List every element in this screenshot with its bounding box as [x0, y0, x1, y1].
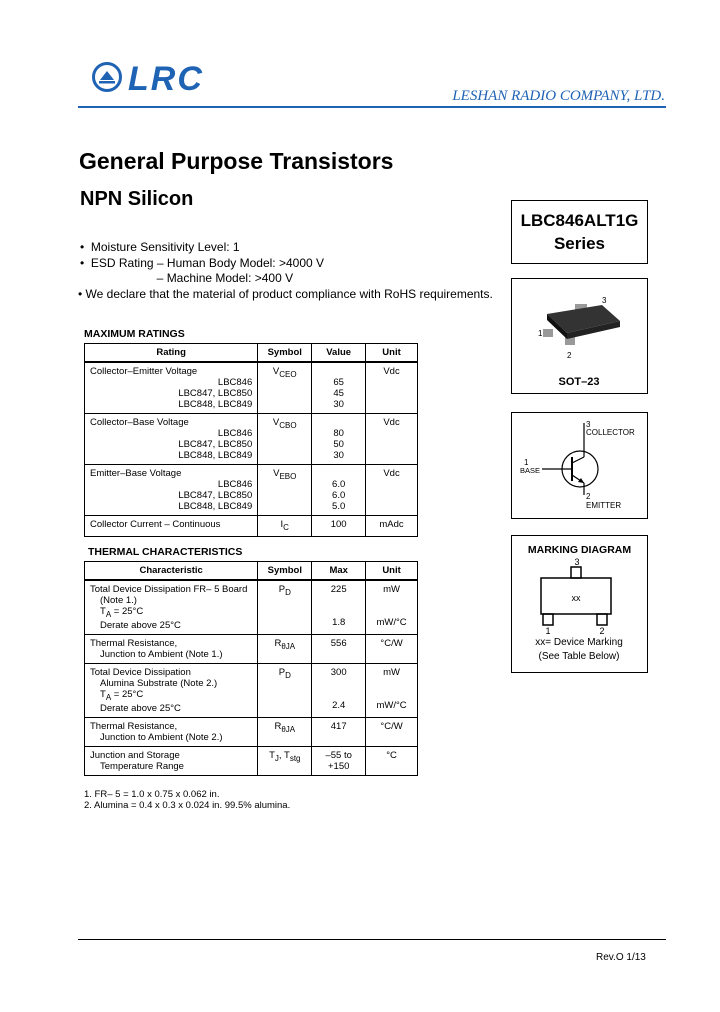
- symbol-subscript: J: [274, 753, 279, 763]
- cell-line: Collector Current – Continuous: [90, 519, 221, 530]
- marking-heading: MARKING DIAGRAM: [527, 544, 632, 556]
- table-row: [85, 746, 418, 775]
- cell-line: 225: [330, 584, 347, 595]
- cell-line: Collector–Base Voltage: [90, 417, 189, 428]
- cell-line: [317, 417, 360, 428]
- unit-cell: [366, 465, 418, 516]
- marking-diagram-icon: [512, 536, 647, 674]
- cell-line: Vdc: [383, 366, 400, 377]
- symbol: $R_{\theta JA}$: [274, 720, 296, 734]
- marking-panel: [511, 535, 648, 673]
- cell-line: LBC846: [217, 377, 253, 388]
- cell-line: 5.0: [332, 501, 346, 512]
- unit-cell: [366, 663, 418, 717]
- header-divider: [78, 106, 666, 108]
- cell-line: 80: [333, 428, 344, 439]
- cell-line: [317, 468, 360, 479]
- cell-line: LBC848, LBC849: [178, 501, 253, 512]
- cell-line: LBC848, LBC849: [178, 399, 253, 410]
- marking-legend: xx= Device Marking: [535, 637, 623, 648]
- unit-cell: [366, 580, 418, 634]
- cell-line: $T_A = 25^\circ C$: [100, 688, 144, 702]
- characteristic-cell: [85, 717, 258, 746]
- cell-line: [317, 606, 360, 617]
- cell-line: Total Device Dissipation FR– 5 Board: [90, 584, 248, 595]
- table-row: [85, 362, 418, 414]
- value-cell: [312, 414, 366, 465]
- characteristic-cell: [85, 663, 258, 717]
- symbol-subscript: stg: [289, 753, 301, 763]
- unit-cell: [366, 516, 418, 537]
- part-number-box: [511, 200, 648, 264]
- table-row: [85, 516, 418, 537]
- cell-line: Thermal Resistance,: [90, 720, 178, 732]
- part-series: Series: [553, 234, 606, 253]
- npn-transistor-icon: [512, 413, 647, 518]
- rating-cell: [85, 362, 258, 414]
- symbol-subscript: CEO: [279, 369, 297, 379]
- package-pin-3: 3: [602, 296, 607, 305]
- cell-line: 2.4: [332, 699, 346, 711]
- note-item: 1. FR– 5 = 1.0 x 0.75 x 0.062 in.: [84, 789, 220, 800]
- cell-line: Total Device Dissipation: [90, 666, 191, 678]
- max-cell: [312, 746, 366, 775]
- cell-line: LBC848, LBC849: [178, 450, 253, 461]
- rating-cell: [85, 465, 258, 516]
- cell-line: 50: [333, 439, 344, 450]
- table-row: [85, 663, 418, 717]
- cell-line: Junction and Storage: [90, 749, 180, 761]
- cell-line: 556: [330, 637, 347, 649]
- cell-line: mW: [383, 584, 400, 595]
- unit-cell: [366, 414, 418, 465]
- thermal-heading: THERMAL CHARACTERISTICS: [88, 546, 243, 558]
- value-cell: [312, 362, 366, 414]
- cell-line: [371, 606, 412, 617]
- package-panel: [511, 278, 648, 394]
- marking-legend-note: (See Table Below): [538, 651, 620, 662]
- cell-line: 6.0: [332, 490, 346, 501]
- characteristic-cell: [85, 634, 258, 663]
- package-label: SOT–23: [558, 376, 600, 388]
- symbol: $V_{EBO}$: [273, 468, 297, 481]
- characteristic-cell: [85, 580, 258, 634]
- symbol: $I_C$: [280, 519, 289, 532]
- table-row: [85, 465, 418, 516]
- symbol-subscript: EBO: [279, 471, 297, 481]
- cell-line: [317, 595, 360, 606]
- cell-line: °C/W: [380, 720, 403, 732]
- schematic-pin-1: 1: [524, 458, 529, 467]
- cell-line: Junction to Ambient (Note 2.): [100, 731, 223, 743]
- unit-cell: [366, 746, 418, 775]
- cell-line: [371, 595, 412, 606]
- part-number: LBC846ALT1G: [520, 211, 639, 230]
- cell-line: [371, 678, 412, 689]
- symbol: $V_{CEO}$: [272, 366, 297, 379]
- col-header: Symbol: [258, 344, 312, 363]
- max-cell: [312, 580, 366, 634]
- symbol-subscript: D: [285, 587, 291, 597]
- cell-line: [317, 678, 360, 689]
- feature-item: • ESD Rating – Human Body Model: >4000 V: [80, 255, 325, 270]
- symbol: $V_{CBO}$: [272, 417, 297, 430]
- cell-line: –55 to: [325, 749, 352, 761]
- cell-line: LBC847, LBC850: [178, 439, 253, 450]
- rating-cell: [85, 414, 258, 465]
- max-cell: [312, 663, 366, 717]
- cell-line: LBC846: [217, 479, 253, 490]
- symbol-cell: [258, 580, 312, 634]
- unit-cell: [366, 717, 418, 746]
- cell-line: 65: [333, 377, 344, 388]
- cell-line: mW/°C: [376, 699, 407, 711]
- col-header: Symbol: [258, 562, 312, 581]
- symbol-cell: [258, 465, 312, 516]
- symbol: $R_{\theta JA}$: [274, 637, 296, 651]
- cell-line: 417: [330, 720, 347, 732]
- value-cell: [312, 516, 366, 537]
- schematic-pin-2: 2: [586, 492, 591, 501]
- marking-code: xx: [571, 593, 581, 603]
- emitter-label: EMITTER: [586, 501, 622, 510]
- symbol-cell: [258, 663, 312, 717]
- cell-line: Alumina Substrate (Note 2.): [100, 677, 218, 689]
- symbol: $P_D$: [278, 666, 291, 680]
- col-header: Unit: [366, 562, 418, 581]
- table-row: [85, 717, 418, 746]
- symbol-subscript: A: [105, 609, 112, 619]
- cell-line: Junction to Ambient (Note 1.): [100, 648, 223, 660]
- cell-line: Vdc: [383, 468, 400, 479]
- feature-item: • We declare that the material of product compliance with RoHS requirements.: [78, 286, 493, 301]
- cell-line: 1.8: [332, 617, 346, 628]
- symbol: $T_J$, $T_{stg}$: [269, 749, 301, 763]
- note-item: 2. Alumina = 0.4 x 0.3 x 0.024 in. 99.5% alumina.: [84, 800, 291, 811]
- col-header: Max: [312, 562, 366, 581]
- symbol-cell: [258, 516, 312, 537]
- cell-line: +150: [327, 760, 350, 772]
- symbol-subscript: C: [283, 522, 289, 532]
- max-ratings-table: [84, 343, 418, 537]
- symbol-subscript: D: [285, 670, 291, 680]
- cell-line: (Note 1.): [100, 595, 137, 606]
- schematic-panel: [511, 412, 648, 519]
- table-row: [85, 580, 418, 634]
- symbol-subscript: θJA: [281, 724, 296, 734]
- feature-item: • Moisture Sensitivity Level: 1: [80, 240, 240, 254]
- symbol-subscript: CBO: [279, 420, 297, 430]
- marking-pin-2: 2: [599, 626, 605, 636]
- cell-line: 30: [333, 399, 344, 410]
- rating-cell: [85, 516, 258, 537]
- max-cell: [312, 634, 366, 663]
- col-header: Characteristic: [85, 562, 258, 581]
- unit-cell: [366, 362, 418, 414]
- feature-list: [80, 240, 493, 302]
- page-subtitle: NPN Silicon: [80, 188, 194, 210]
- symbol-cell: [258, 634, 312, 663]
- cell-line: mAdc: [379, 519, 404, 530]
- cell-line: Derate above 25°C: [100, 619, 181, 631]
- cell-line: mW/°C: [376, 617, 407, 628]
- cell-line: °C: [386, 749, 397, 761]
- cell-line: LBC846: [217, 428, 253, 439]
- collector-label: COLLECTOR: [586, 428, 635, 437]
- cell-line: [317, 689, 360, 700]
- cell-line: 100: [330, 519, 347, 530]
- marking-pin-3: 3: [574, 557, 580, 567]
- characteristic-cell: [85, 746, 258, 775]
- max-ratings-heading: MAXIMUM RATINGS: [84, 328, 185, 340]
- footer-divider: [78, 939, 666, 940]
- symbol-subscript: θJA: [281, 641, 296, 651]
- cell-line: [317, 366, 360, 377]
- logo-text: LRC: [128, 60, 204, 98]
- revision-label: Rev.O 1/13: [596, 952, 646, 963]
- sot23-package-icon: [512, 279, 647, 393]
- package-pin-2: 2: [567, 351, 572, 360]
- package-pin-1: 1: [538, 329, 543, 338]
- cell-line: Collector–Emitter Voltage: [90, 366, 198, 377]
- cell-line: °C/W: [380, 637, 403, 649]
- lrc-logo-icon: [92, 62, 122, 92]
- col-header: Value: [312, 344, 366, 363]
- symbol-cell: [258, 414, 312, 465]
- cell-line: 45: [333, 388, 344, 399]
- value-cell: [312, 465, 366, 516]
- cell-line: LBC847, LBC850: [178, 388, 253, 399]
- cell-line: LBC847, LBC850: [178, 490, 253, 501]
- company-name: LESHAN RADIO COMPANY, LTD.: [452, 88, 665, 104]
- cell-line: 30: [333, 450, 344, 461]
- symbol-subscript: A: [105, 692, 112, 702]
- table-row: [85, 634, 418, 663]
- cell-line: Vdc: [383, 417, 400, 428]
- schematic-pin-3: 3: [586, 420, 591, 429]
- cell-line: Derate above 25°C: [100, 702, 181, 714]
- cell-line: [371, 689, 412, 700]
- col-header: Rating: [85, 344, 258, 363]
- marking-pin-1: 1: [545, 626, 551, 636]
- cell-line: Thermal Resistance,: [90, 637, 178, 649]
- cell-line: 6.0: [332, 479, 346, 490]
- notes: [84, 789, 290, 811]
- max-cell: [312, 717, 366, 746]
- table-row: [85, 414, 418, 465]
- cell-line: mW: [383, 666, 400, 678]
- feature-item: – Machine Model: >400 V: [80, 271, 294, 285]
- thermal-table: [84, 561, 418, 776]
- symbol-cell: [258, 746, 312, 775]
- base-label: BASE: [520, 466, 541, 475]
- col-header: Unit: [366, 344, 418, 363]
- cell-line: Emitter–Base Voltage: [90, 468, 182, 479]
- symbol-cell: [258, 362, 312, 414]
- symbol: $P_D$: [278, 584, 291, 597]
- page-title: General Purpose Transistors: [79, 148, 394, 174]
- symbol-cell: [258, 717, 312, 746]
- cell-line: 300: [330, 666, 347, 678]
- cell-line: Temperature Range: [100, 760, 184, 772]
- cell-line: $T_A = 25^\circ C$: [100, 606, 144, 619]
- unit-cell: [366, 634, 418, 663]
